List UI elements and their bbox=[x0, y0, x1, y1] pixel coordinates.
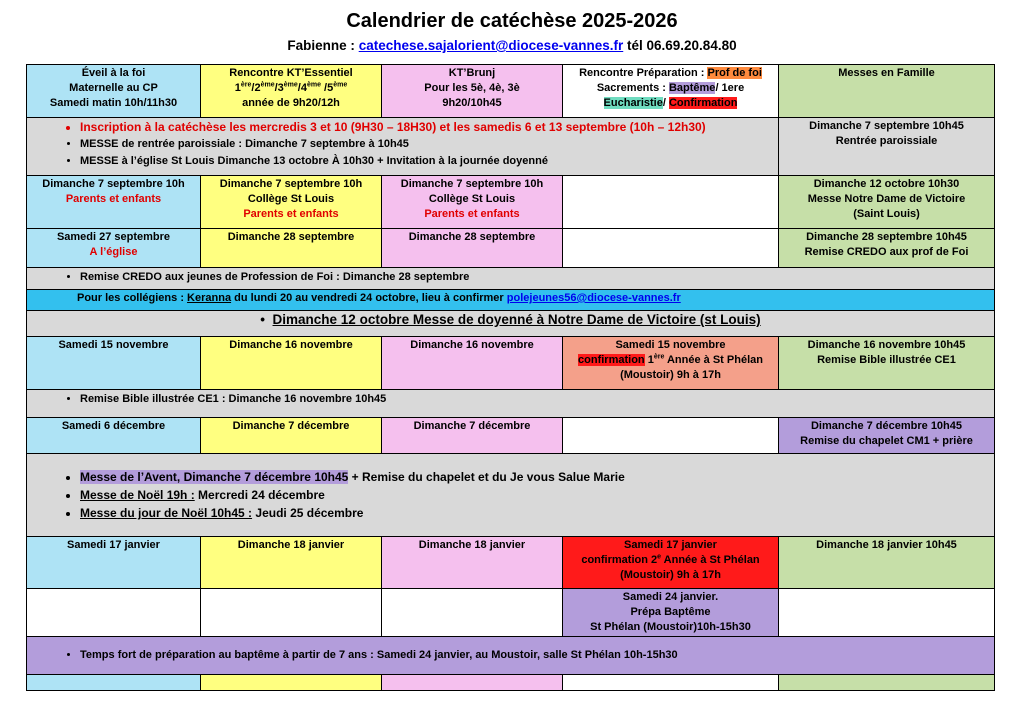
cell-text: Collège St Louis bbox=[247, 193, 335, 205]
info-row bbox=[27, 311, 995, 337]
cell-text: Dimanche 7 septembre 10h bbox=[400, 178, 544, 190]
table-header-row bbox=[27, 65, 995, 118]
table-row bbox=[27, 418, 995, 454]
cell-confirmation-1 bbox=[563, 337, 779, 390]
cell-text: Dimanche 7 septembre 10h bbox=[42, 178, 185, 190]
cell-text: Année à St Phélan bbox=[661, 554, 760, 566]
info-row bbox=[27, 118, 995, 176]
cell-kt-brunj bbox=[382, 675, 563, 691]
confirmation-tag: Confirmation bbox=[668, 97, 738, 109]
cell-text: Samedi 27 septembre bbox=[56, 231, 171, 243]
info-bullet: • Temps fort de préparation au baptême à partir de 7 ans : Samedi 24 janvier, au Moustoir, salle St Phélan 10h-15h30 bbox=[80, 647, 991, 664]
cell-text: Mercredi 24 décembre bbox=[194, 488, 325, 502]
cell-text: Dimanche 12 octobre Messe de doyenné à Notre Dame de Victoire (st Louis) bbox=[272, 312, 761, 327]
cell-text: Collège St Louis bbox=[428, 193, 516, 205]
cell-kt-essentiel: Dimanche 7 décembre bbox=[201, 418, 382, 454]
cell-text: Dimanche 16 novembre 10h45 bbox=[807, 339, 966, 351]
page-title: Calendrier de catéchèse 2025-2026 bbox=[346, 10, 678, 32]
cell-text: Parents et enfants bbox=[243, 208, 339, 220]
cell-text: du lundi 20 au vendredi 24 octobre, lieu à confirmer bbox=[234, 292, 504, 304]
header-text: / bbox=[662, 97, 666, 109]
cell-eveil bbox=[27, 176, 201, 229]
info-bullet: • MESSE de rentrée paroissiale : Dimanche 7 septembre à 10h45 bbox=[80, 136, 775, 153]
info-row bbox=[27, 454, 995, 537]
info-bullet: • Remise Bible illustrée CE1 : Dimanche 16 novembre 10h45 bbox=[80, 391, 991, 408]
credo-note bbox=[27, 268, 995, 290]
cell-eveil: Samedi 17 janvier bbox=[27, 537, 201, 589]
contact-line bbox=[0, 38, 1024, 53]
cell-eveil bbox=[27, 229, 201, 268]
cell-text: Dimanche 7 décembre 10h45 bbox=[810, 420, 963, 432]
polejeunes-email-link[interactable]: polejeunes56@diocese-vannes.fr bbox=[506, 292, 681, 304]
keranna-text: Keranna bbox=[187, 292, 232, 304]
calendar-table bbox=[26, 64, 995, 691]
header-text bbox=[566, 96, 775, 111]
header-eveil bbox=[27, 65, 201, 118]
header-text: 1ère/2ème/3ème/4ème /5ème bbox=[234, 81, 348, 94]
cell-text: Messe Notre Dame de Victoire bbox=[807, 193, 966, 205]
college-note bbox=[27, 290, 995, 311]
info-bullet: • Inscription à la catéchèse les mercredis 3 et 10 (9H30 – 18H30) et les samedis 6 et 13 septembre (10h – 12h30) bbox=[80, 119, 775, 136]
contact-phone: tél 06.69.20.84.80 bbox=[627, 38, 737, 53]
cell-text: Remise du chapelet CM1 + prière bbox=[800, 435, 973, 447]
prof-de-foi-tag: Prof de foi bbox=[707, 67, 762, 79]
info-bullet: • Remise CREDO aux jeunes de Profession de Foi : Dimanche 28 septembre bbox=[80, 269, 991, 286]
cell-text: Messe du jour de Noël 10h45 : bbox=[80, 506, 253, 520]
cell-text: Messe de l’Avent, Dimanche 7 décembre 10h45 bbox=[80, 470, 349, 484]
cell-text: Dimanche 28 septembre 10h45 bbox=[806, 231, 967, 243]
cell-text: + Remise du chapelet et du Je vous Salue Marie bbox=[348, 470, 625, 484]
cell-messe-famille: Dimanche 18 janvier 10h45 bbox=[779, 537, 995, 589]
cell-kt-essentiel bbox=[201, 589, 382, 637]
cell-text: Remise Bible illustrée CE1 bbox=[817, 354, 956, 366]
header-text: Sacrements : bbox=[596, 82, 666, 94]
bullet-dot: • bbox=[260, 312, 273, 327]
cell-text: Samedi 17 janvier bbox=[624, 539, 717, 551]
table-row bbox=[27, 675, 995, 691]
cell-confirmation-2 bbox=[563, 537, 779, 589]
table-row bbox=[27, 337, 995, 390]
cell-text bbox=[566, 353, 775, 368]
cell-text: Samedi 24 janvier. bbox=[622, 591, 719, 603]
cell-messe-famille bbox=[779, 337, 995, 390]
cell-messe-famille bbox=[779, 589, 995, 637]
cell-preparation bbox=[563, 675, 779, 691]
cell-kt-essentiel bbox=[201, 176, 382, 229]
cell-text: Pour les collégiens : bbox=[77, 292, 184, 304]
cell-kt-brunj: Dimanche 16 novembre bbox=[382, 337, 563, 390]
eucharistie-tag: Eucharistie bbox=[603, 97, 663, 109]
cell-text: Rentrée paroissiale bbox=[835, 135, 938, 147]
header-text: Éveil à la foi bbox=[81, 67, 146, 79]
cell-preparation bbox=[563, 229, 779, 268]
cell-preparation bbox=[563, 176, 779, 229]
cell-text: (Moustoir) 9h à 17h bbox=[620, 569, 721, 581]
cell-text: Prépa Baptême bbox=[630, 606, 711, 618]
cell-text: Parents et enfants bbox=[424, 208, 520, 220]
cell-kt-brunj: Dimanche 28 septembre bbox=[382, 229, 563, 268]
cell-eveil bbox=[27, 675, 201, 691]
cell-kt-essentiel: Dimanche 28 septembre bbox=[201, 229, 382, 268]
header-messes-famille: Messes en Famille bbox=[779, 65, 995, 118]
cell-text: Remise CREDO aux prof de Foi bbox=[804, 246, 969, 258]
header-text: Rencontre Préparation : bbox=[579, 67, 705, 79]
confirmation-tag: confirmation bbox=[578, 354, 645, 366]
cell-messe-famille bbox=[779, 176, 995, 229]
cell-text: e bbox=[657, 553, 662, 561]
temps-fort-note bbox=[27, 637, 995, 675]
cell-messe-famille bbox=[779, 418, 995, 454]
cell-prepa-bapteme bbox=[563, 589, 779, 637]
cell-text: confirmation 2 bbox=[581, 554, 658, 566]
doyenne-note bbox=[27, 311, 995, 337]
info-bullet bbox=[80, 486, 991, 504]
mass-rentree bbox=[779, 118, 995, 176]
table-row bbox=[27, 229, 995, 268]
cell-text: St Phélan (Moustoir)10h-15h30 bbox=[590, 621, 751, 633]
header-text: 9h20/10h45 bbox=[442, 97, 502, 109]
header-kt-essentiel bbox=[201, 65, 382, 118]
header-text: / 1ere bbox=[715, 82, 745, 94]
cell-kt-essentiel: Dimanche 18 janvier bbox=[201, 537, 382, 589]
header-text: Maternelle au CP bbox=[69, 82, 158, 94]
cell-text: Samedi 15 novembre bbox=[615, 339, 726, 351]
avent-notes bbox=[27, 454, 995, 537]
cell-text: Dimanche 7 septembre 10h bbox=[219, 178, 363, 190]
cell-kt-brunj bbox=[382, 176, 563, 229]
header-text: année de 9h20/12h bbox=[242, 97, 340, 109]
bapteme-tag: Baptême bbox=[668, 82, 716, 94]
contact-name: Fabienne : bbox=[287, 38, 355, 53]
cell-eveil bbox=[27, 589, 201, 637]
cell-text: Dimanche 12 octobre 10h30 bbox=[813, 178, 960, 190]
cell-text: 1 bbox=[644, 354, 654, 366]
header-preparation bbox=[563, 65, 779, 118]
cell-text: Jeudi 25 décembre bbox=[252, 506, 364, 520]
cell-text: Parents et enfants bbox=[65, 193, 162, 205]
table-row bbox=[27, 537, 995, 589]
cell-kt-essentiel: Dimanche 16 novembre bbox=[201, 337, 382, 390]
header-text: Pour les 5è, 4è, 3è bbox=[424, 82, 520, 94]
cell-text: (Moustoir) 9h à 17h bbox=[620, 369, 721, 381]
cell-text: Année à St Phélan bbox=[664, 354, 763, 366]
cell-text: A l’église bbox=[89, 246, 138, 258]
cell-text: ère bbox=[653, 353, 665, 361]
cell-kt-brunj bbox=[382, 589, 563, 637]
info-row bbox=[27, 290, 995, 311]
table-row bbox=[27, 589, 995, 637]
info-bullet: • MESSE à l’église St Louis Dimanche 13 octobre À 10h30 + Invitation à la journée doyenné bbox=[80, 153, 775, 170]
info-notes bbox=[27, 118, 779, 176]
cell-messe-famille bbox=[779, 675, 995, 691]
header-text: Samedi matin 10h/11h30 bbox=[49, 97, 178, 109]
header-kt-brunj bbox=[382, 65, 563, 118]
info-row bbox=[27, 637, 995, 675]
info-bullet bbox=[80, 468, 991, 486]
cell-kt-brunj: Dimanche 7 décembre bbox=[382, 418, 563, 454]
cell-messe-famille bbox=[779, 229, 995, 268]
info-bullet bbox=[80, 504, 991, 522]
header-text: KT’Brunj bbox=[448, 67, 496, 79]
cell-kt-essentiel bbox=[201, 675, 382, 691]
cell-eveil: Samedi 15 novembre bbox=[27, 337, 201, 390]
cell-kt-brunj: Dimanche 18 janvier bbox=[382, 537, 563, 589]
cell-eveil: Samedi 6 décembre bbox=[27, 418, 201, 454]
info-row bbox=[27, 390, 995, 418]
cell-text: Dimanche 7 septembre 10h45 bbox=[809, 120, 964, 132]
header-text: Rencontre KT’Essentiel bbox=[229, 67, 353, 79]
contact-email-link[interactable]: catechese.sajalorient@diocese-vannes.fr bbox=[358, 38, 624, 53]
table-row bbox=[27, 176, 995, 229]
cell-preparation bbox=[563, 418, 779, 454]
header-text bbox=[566, 66, 775, 81]
cell-text bbox=[566, 553, 775, 568]
info-row bbox=[27, 268, 995, 290]
cell-text: (Saint Louis) bbox=[853, 208, 920, 220]
cell-text: Messe de Noël 19h : bbox=[80, 488, 195, 502]
bible-note bbox=[27, 390, 995, 418]
header-text bbox=[566, 81, 775, 96]
